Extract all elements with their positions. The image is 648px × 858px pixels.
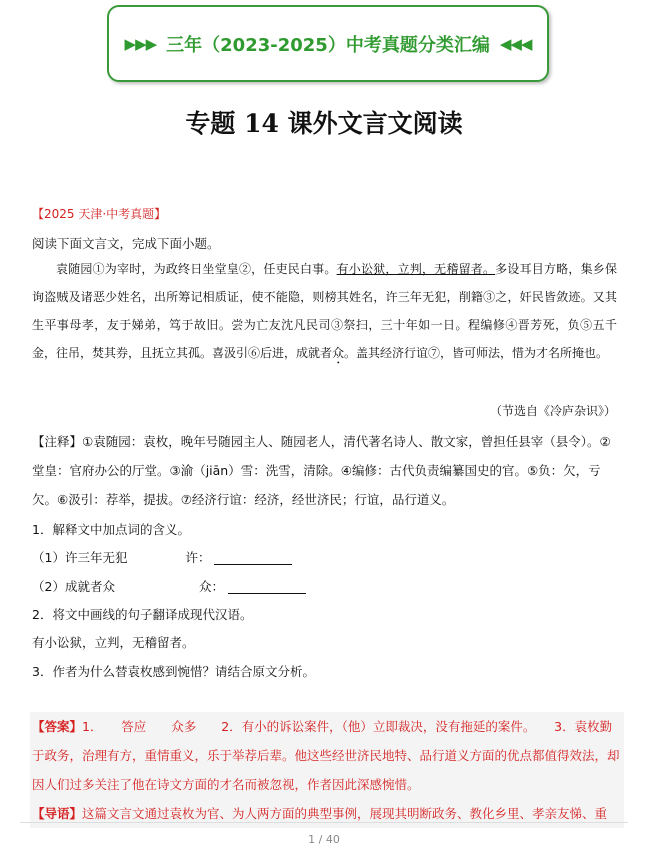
- right-arrows-icon: ◀◀◀: [499, 34, 532, 53]
- banner-title: 三年（2023-2025）中考真题分类汇编: [166, 34, 490, 56]
- title-banner: [107, 5, 549, 82]
- guide-paragraph: [32, 799, 622, 828]
- question-1b: [32, 577, 306, 595]
- question-2: 2．将文中画线的句子翻译成现代汉语。: [32, 607, 253, 622]
- page-number: 1 / 40: [308, 833, 340, 846]
- answer-paragraph: [32, 712, 622, 799]
- guide-text: 这篇文言文通过袁枚为官、为人两方面的典型事例，展现其明断政务、教化乡里、孝亲友悌、重: [82, 806, 608, 821]
- passage-text-2: 多设耳目方略，集乡保询盗贼及诸恶少姓名，出所筹记相质证，使不能隐，则榜其姓名，许三年无犯，削籍③之，奸民皆敛迹。又其生平事母孝，友于娣弟，笃于故旧。尝为亡友沈凡民司③祭扫，三十年如一日。程编修④晋芳死，负⑤五千金，往吊，焚其券，且抚立其孤。喜汲引⑥后进，成就者: [32, 262, 617, 360]
- question-3: 3．作者为什么替袁枚感到惋惜？请结合原文分析。: [32, 664, 315, 679]
- underlined-sentence: 有小讼狱，立判，无稽留者。: [336, 262, 496, 276]
- answer-blank-1b[interactable]: [228, 581, 306, 594]
- question-1a-label: （1）许三年无犯: [32, 550, 128, 565]
- question-1a-word: 许：: [185, 550, 211, 565]
- footer-divider: [20, 822, 628, 823]
- source-tag: 【2025 天津·中考真题】: [32, 207, 167, 221]
- answer-text: 1． 答应 众多 2．有小的诉讼案件，（他）立即裁决，没有拖延的案件。 3．袁枚勤于政务，治理有方，重情重义，乐于举荐后辈。他这些经世济民地特、品行道义方面的优点都值得效法，却因人们过多关注了他在诗文方面的才名而被忽视，作者因此深感惋惜。: [32, 719, 620, 792]
- answer-blank-1a[interactable]: [214, 552, 292, 565]
- question-1b-label: （2）成就者众: [32, 579, 115, 594]
- passage-text-1: 袁随园①为宰时，为政终日坐堂皇②，任吏民白事。: [56, 262, 337, 276]
- answer-label: 【答案】: [32, 719, 83, 734]
- passage-text-3: 。盖其经济行谊⑦，皆可师法，惜为才名所掩也。: [344, 346, 609, 360]
- question-1b-word: 众：: [198, 579, 224, 594]
- question-2-sentence: 有小讼狱，立判，无稽留者。: [32, 635, 195, 650]
- passage-source: （节选自《冷庐杂识》）: [489, 404, 616, 418]
- passage: [32, 255, 617, 367]
- left-arrows-icon: ▶▶▶: [124, 34, 157, 53]
- question-1a: [32, 548, 292, 566]
- topic-title: 专题 14 课外文言文阅读: [185, 109, 463, 138]
- notes: 【注释】①袁随园：袁枚，晚年号随园主人、随园老人，清代著名诗人、散文家，曾担任县宰（县令）。②堂皇：官府办公的厅堂。③渝（jiān）雪：洗雪，清除。④编修：古代负责编纂国史的官。⑤负：欠，亏欠。⑥汲引：荐举，提拔。⑦经济行谊：经济，经世济民；行谊，品行道义。: [32, 434, 611, 507]
- dotted-word: 众: [332, 346, 345, 360]
- guide-label: 【导语】: [32, 806, 83, 821]
- instruction: 阅读下面文言文，完成下面小题。: [32, 236, 220, 251]
- answer-block: [30, 712, 624, 828]
- question-1: 1．解释文中加点词的含义。: [32, 522, 190, 537]
